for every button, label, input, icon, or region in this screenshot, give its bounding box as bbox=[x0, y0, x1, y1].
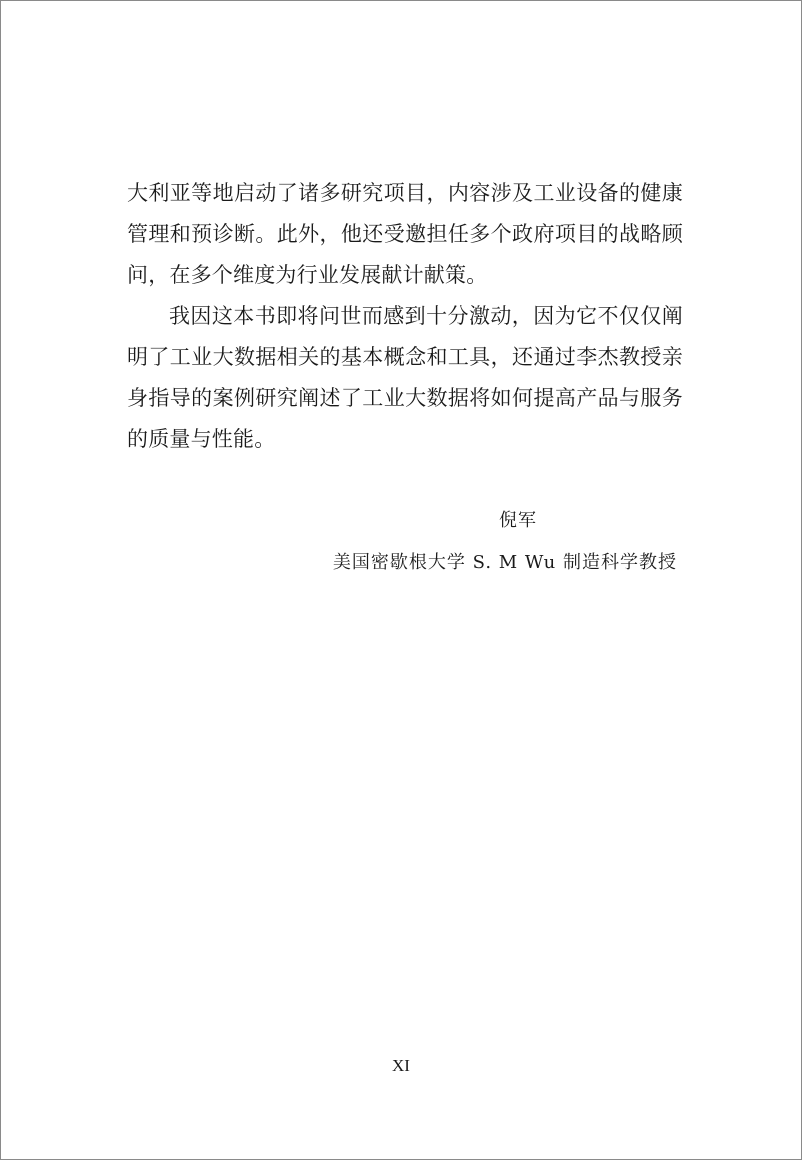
signature-block bbox=[301, 506, 677, 578]
signature-name: 倪军 bbox=[499, 510, 537, 531]
paragraph-author-note: 我因这本书即将问世而感到十分激动，因为它不仅仅阐明了工业大数据相关的基本概念和工具，还通过李杰教授亲身指导的案例研究阐述了工业大数据将如何提高产品与服务的质量与性能。 bbox=[127, 304, 683, 451]
paragraph-continued: 大利亚等地启动了诸多研究项目，内容涉及工业设备的健康管理和预诊断。此外，他还受邀担任多个政府项目的战略顾问，在多个维度为行业发展献计献策。 bbox=[127, 181, 683, 287]
signature-title: 美国密歇根大学 S. M Wu 制造科学教授 bbox=[332, 552, 677, 573]
body-text bbox=[127, 173, 683, 460]
page-number: XI bbox=[392, 1056, 410, 1075]
